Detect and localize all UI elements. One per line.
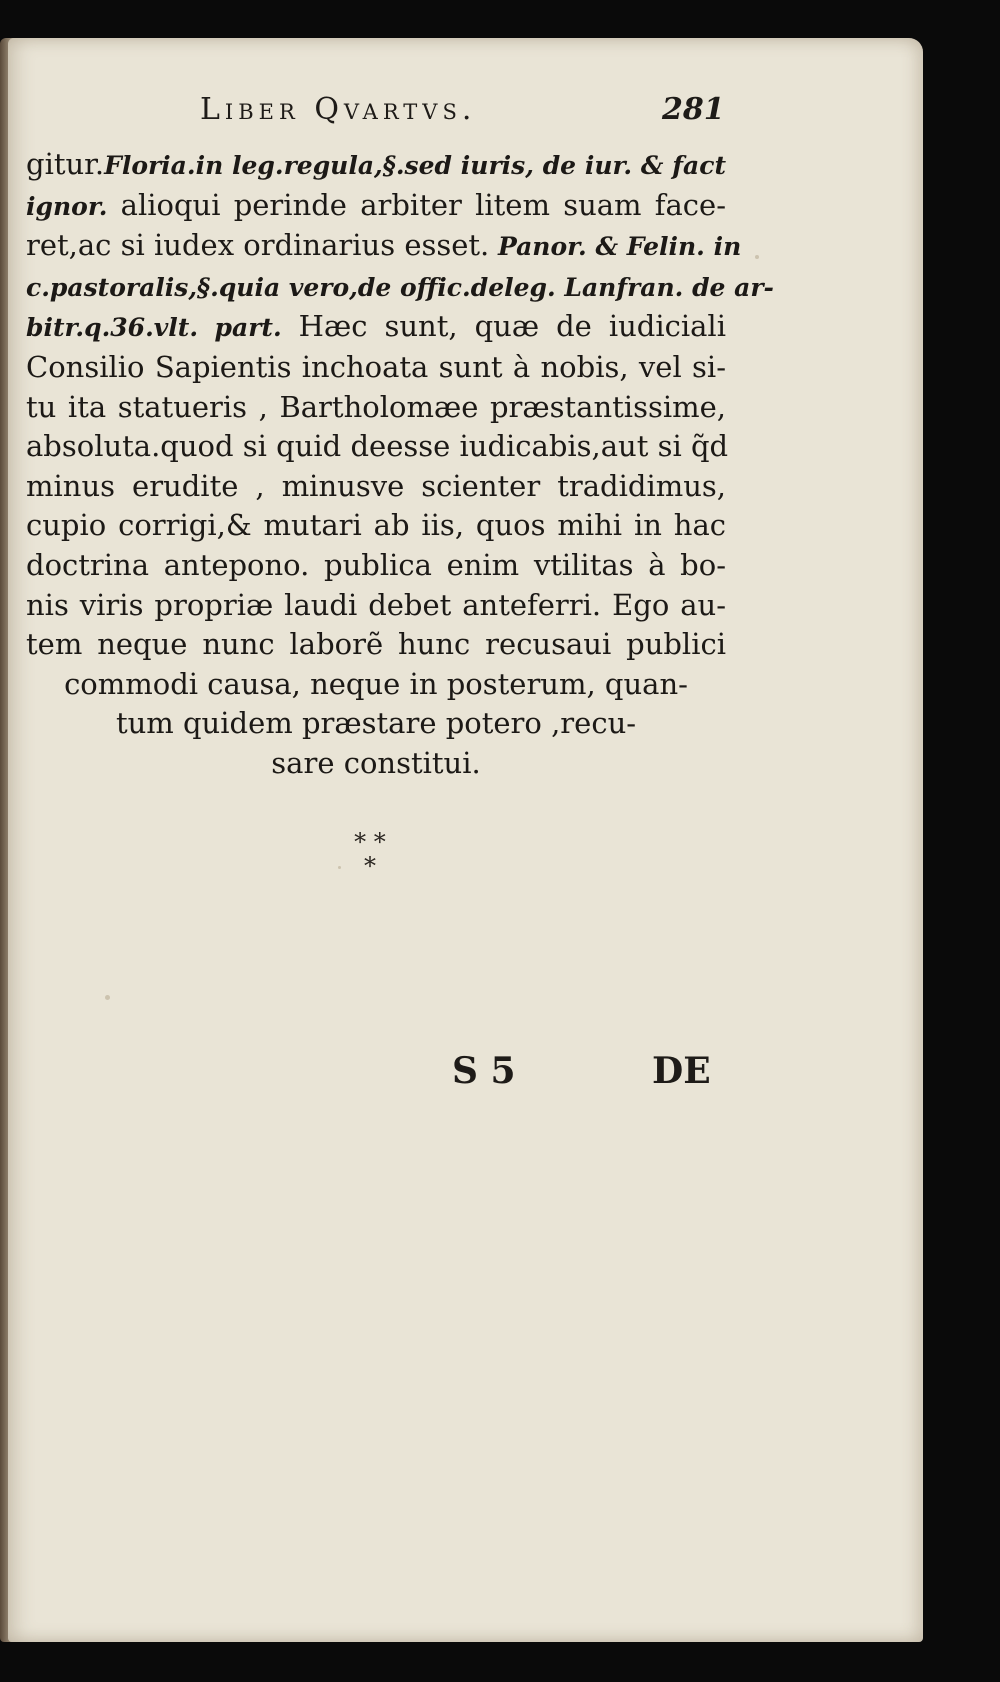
text-line: absoluta.quod si quid deesse iudicabis,aut si q̃d xyxy=(26,429,729,464)
text-line: commodi causa, neque in posterum, quan- xyxy=(64,666,688,701)
page-number: 281 xyxy=(662,92,725,127)
text-line: sare constitui. xyxy=(271,745,481,780)
text-line: gitur.Floria.in leg.regula,§.sed iuris, de iur. & fact xyxy=(26,147,726,181)
ornament-star-bottom: * xyxy=(364,852,376,880)
text-line: ignor. alioqui perinde arbiter litem suam face- xyxy=(26,187,726,222)
text-line: tu ita statueris , Bartholomæe præstantissime, xyxy=(26,389,726,424)
text-line: bitr.q.36.vlt. part. Hæc sunt, quæ de iudiciali xyxy=(26,309,726,344)
text-line: minus erudite , minusve scienter tradidimus, xyxy=(26,468,726,503)
paper-spot xyxy=(338,866,341,869)
text-line: Consilio Sapientis inchoata sunt à nobis, vel si- xyxy=(26,349,726,384)
text-line: doctrina antepono. publica enim vtilitas à bo- xyxy=(26,547,726,582)
signature-mark: S 5 xyxy=(452,1050,516,1092)
paper-spot xyxy=(755,255,759,259)
text-line: tem neque nunc laborẽ hunc recusaui publici xyxy=(26,627,726,662)
text-line: cupio corrigi,& mutari ab iis, quos mihi in hac xyxy=(26,508,726,543)
text-line: nis viris propriæ laudi debet anteferri. Ego au- xyxy=(26,587,726,622)
catchword: DE xyxy=(652,1050,711,1092)
text-line: c.pastoralis,§.quia vero,de offic.deleg. Lanfran. de ar- xyxy=(26,272,774,302)
text-line: ret,ac si iudex ordinarius esset. Panor. & Felin. in xyxy=(26,228,742,263)
body-text xyxy=(26,145,774,784)
page-header xyxy=(0,92,1000,142)
ornament-stars-top: * * xyxy=(354,828,386,856)
text-line: tum quidem præstare potero ,recu- xyxy=(115,706,637,741)
paper-spot xyxy=(105,995,110,1000)
running-title: Liber Qvartvs. xyxy=(200,92,477,127)
